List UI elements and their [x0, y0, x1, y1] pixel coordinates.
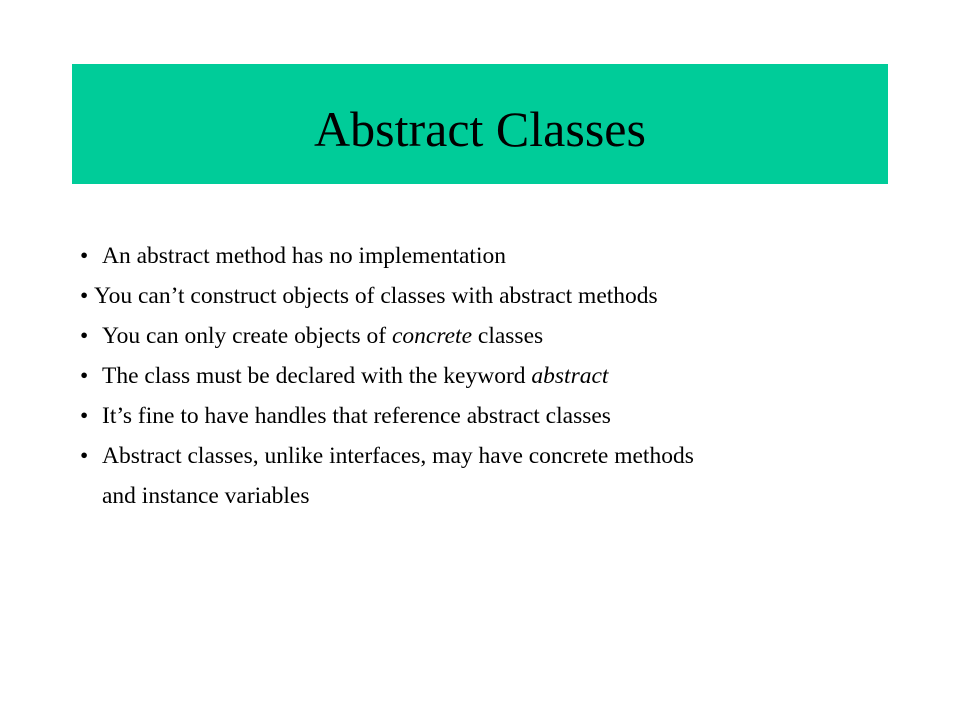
bullet-text-after: classes	[472, 323, 544, 349]
title-bar	[72, 64, 888, 184]
bullet-icon: •	[80, 443, 89, 469]
bullet-text: You can’t construct objects of classes with abstract methods	[94, 283, 658, 309]
bullet-item	[80, 436, 920, 516]
bullet-icon: •	[80, 403, 89, 429]
bullet-text-before: The class must be declared with the keyword	[102, 363, 532, 389]
bullet-icon: •	[80, 363, 89, 389]
bullet-item	[80, 396, 920, 436]
bullet-item	[80, 276, 920, 316]
bullet-text: An abstract method has no implementation	[102, 243, 506, 269]
bullet-item	[80, 356, 920, 396]
bullet-item	[80, 316, 920, 356]
bullet-emphasis: abstract	[531, 363, 609, 389]
bullet-text: It’s fine to have handles that reference abstract classes	[102, 403, 611, 429]
bullet-list	[80, 236, 920, 516]
bullet-text-line2: and instance variables	[102, 483, 310, 509]
bullet-icon: •	[80, 243, 89, 269]
bullet-icon: •	[80, 323, 89, 349]
slide-title: Abstract Classes	[314, 101, 646, 157]
bullet-item	[80, 236, 920, 276]
bullet-icon: •	[80, 283, 89, 309]
bullet-text-before: You can only create objects of	[102, 323, 392, 349]
bullet-text-line1: Abstract classes, unlike interfaces, may have concrete methods	[102, 443, 694, 469]
bullet-emphasis: concrete	[391, 323, 473, 349]
